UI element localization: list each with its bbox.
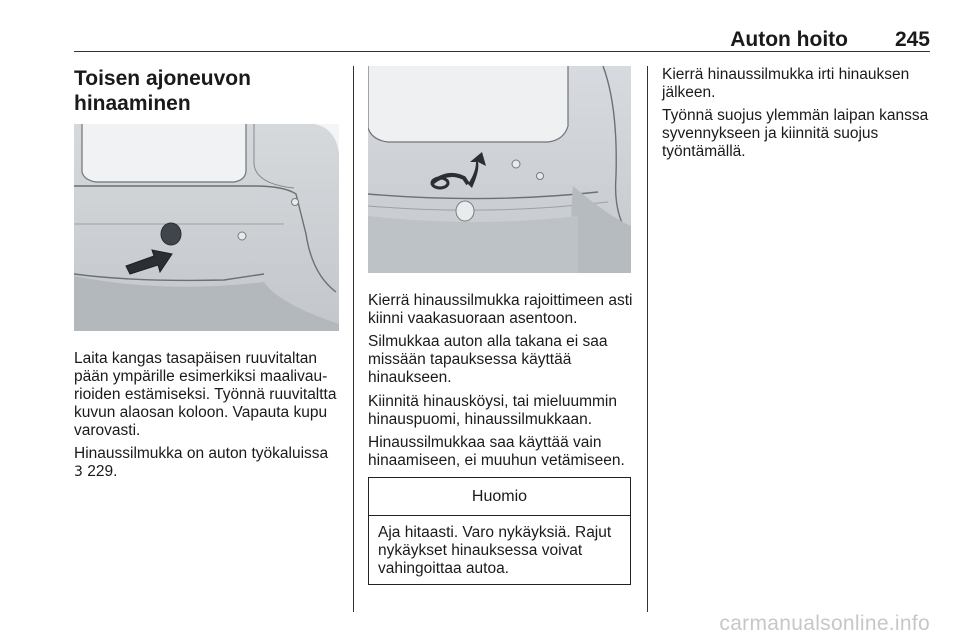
caution-note-text: Aja hitaasti. Varo nykäyksiä. Rajut nykäykset hinauksessa voivat vahingoittaa autoa. xyxy=(378,524,612,577)
instruction-paragraph-2 xyxy=(74,445,346,481)
tow-eye-drawing xyxy=(368,66,631,273)
bumper-cover-drawing xyxy=(74,124,339,331)
section-title xyxy=(74,66,346,116)
section-title-line1: Toisen ajoneuvon xyxy=(74,67,251,90)
page-reference-icon: 3 xyxy=(74,464,83,480)
page-number: 245 xyxy=(894,28,930,51)
caution-note-box xyxy=(368,477,631,585)
instruction-paragraph-8: Työnnä suojus ylemmän laipan kanssa syvennykseen ja kiinnitä suojus työntämällä. xyxy=(662,107,929,160)
page-reference-link[interactable]: 229. xyxy=(87,463,118,480)
section-title-line2: hinaaminen xyxy=(74,92,191,115)
bumper-cover-illustration xyxy=(74,124,339,331)
caution-note-title: Huomio xyxy=(369,478,630,516)
column-divider-2 xyxy=(647,66,648,612)
instruction-paragraph-7: Kierrä hinaussilmukka irti hinauksen jälkeen. xyxy=(662,66,910,101)
instruction-paragraph-1: Laita kangas tasapäisen ruuvitaltan pään ympärille esimerkiksi maalivaurioiden estämiseksi. Työnnä ruuvitaltta kuvun alaosan koloon. Vapauta kupu varovasti. xyxy=(74,350,337,439)
column-divider-1 xyxy=(353,66,354,612)
instruction-paragraph-3: Kierrä hinaussilmukka rajoittimeen asti kiinni vaakasuoraan asentoon. xyxy=(368,292,633,327)
header-rule xyxy=(74,51,930,52)
page-header xyxy=(74,28,930,50)
instruction-paragraph-6: Hinaussilmukkaa saa käyttää vain hinaamiseen, ei muuhun vetämiseen. xyxy=(368,434,625,469)
instruction-paragraph-5: Kiinnitä hinausköysi, tai mieluummin hinauspuomi, hinaussilmukkaan. xyxy=(368,393,617,428)
instruction-paragraph-4: Silmukkaa auton alla takana ei saa missään tapauksessa käyttää hinaukseen. xyxy=(368,333,608,386)
header-title: Auton hoito xyxy=(730,28,848,51)
watermark: carmanualsonline.info xyxy=(719,612,930,635)
tow-eye-illustration xyxy=(368,66,631,273)
toolkit-sentence: Hinaussilmukka on auton työkaluissa xyxy=(74,445,329,462)
